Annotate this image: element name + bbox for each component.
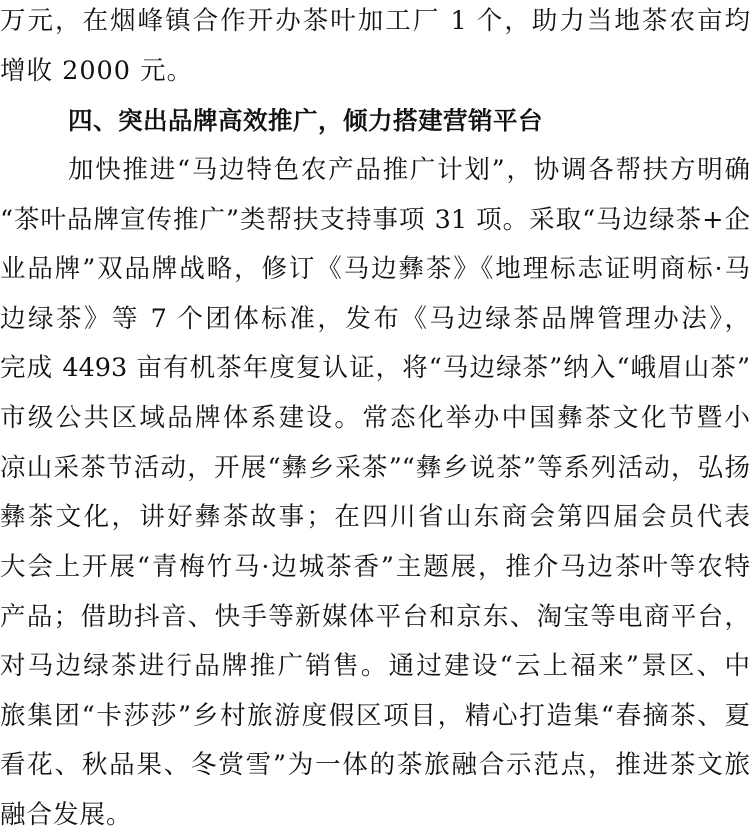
text-line: 业品牌”双品牌战略，修订《马边彝茶》《地理标志证明商标·马 xyxy=(0,254,750,284)
text-line: 增收 2000 元。 xyxy=(0,56,194,86)
text-line: 边绿茶》等 7 个团体标准，发布《马边绿茶品牌管理办法》， xyxy=(0,304,750,334)
text-line: 大会上开展“青梅竹马·边城茶香”主题展，推介马边茶叶等农特 xyxy=(0,552,750,582)
text-line: 产品；借助抖音、快手等新媒体平台和京东、淘宝等电商平台， xyxy=(0,602,750,632)
text-line: 市级公共区域品牌体系建设。常态化举办中国彝茶文化节暨小 xyxy=(0,403,750,433)
text-line: 完成 4493 亩有机茶年度复认证，将“马边绿茶”纳入“峨眉山茶” xyxy=(0,353,750,383)
section-heading: 四、突出品牌高效推广，倾力搭建营销平台 xyxy=(68,106,543,135)
text-line: 凉山采茶节活动，开展“彝乡采茶”“彝乡说茶”等系列活动，弘扬 xyxy=(0,453,750,483)
text-line: 旅集团“卡莎莎”乡村旅游度假区项目，精心打造集“春摘茶、夏 xyxy=(0,701,750,731)
text-line: 加快推进“马边特色农产品推广计划”，协调各帮扶方明确 xyxy=(68,155,750,185)
text-line: 看花、秋品果、冬赏雪”为一体的茶旅融合示范点，推进茶文旅 xyxy=(0,750,750,780)
text-line: 万元，在烟峰镇合作开办茶叶加工厂 1 个，助力当地茶农亩均 xyxy=(0,6,750,36)
text-line: 融合发展。 xyxy=(0,800,133,830)
text-line: 对马边绿茶进行品牌推广销售。通过建设“云上福来”景区、中 xyxy=(0,651,750,681)
text-line: 彝茶文化，讲好彝茶故事；在四川省山东商会第四届会员代表 xyxy=(0,502,750,532)
text-line: “茶叶品牌宣传推广”类帮扶支持事项 31 项。采取“马边绿茶+企 xyxy=(0,205,750,235)
